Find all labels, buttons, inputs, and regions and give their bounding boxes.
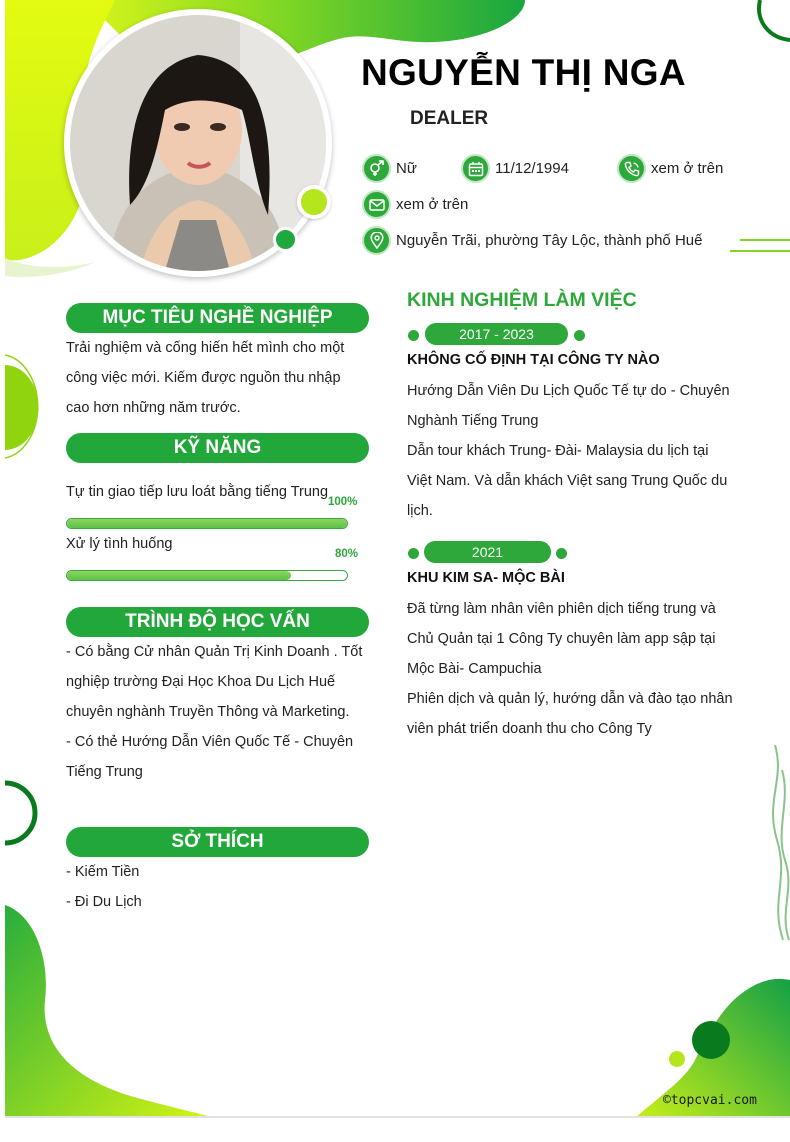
skill-percent: 100% [328, 496, 358, 508]
skill-bar [66, 518, 348, 529]
job-description [407, 594, 736, 744]
birthday-value: 11/12/1994 [495, 160, 569, 177]
timeline-dot [408, 548, 419, 559]
job-line: Dẫn tour khách Trung- Đài- Malaysia du lịch tại [407, 443, 709, 459]
hobby-item: - Đi Du Lịch [66, 894, 142, 910]
objective-line: Trải nghiệm và cống hiến hết mình cho một [66, 340, 345, 356]
left-half-circle [5, 365, 38, 450]
email-value: xem ở trên [396, 196, 469, 213]
avatar-accent-dot [297, 185, 331, 219]
job-line: viên phát triển doanh thu cho Công Ty [407, 721, 652, 737]
education-line: - Có thẻ Hướng Dẫn Viên Quốc Tế - Chuyên [66, 734, 354, 750]
job-line: Chủ Quản tại 1 Công Ty chuyên làm app sập tại [407, 631, 716, 647]
job-period: 2021 [424, 541, 551, 563]
email-info [362, 190, 468, 219]
bottom-right-dark-dot [692, 1021, 730, 1059]
education-line: chuyên nghành Truyền Thông và Marketing. [66, 704, 350, 720]
skill-bar [66, 570, 348, 581]
education-heading: TRÌNH ĐỘ HỌC VẤN [66, 607, 369, 637]
skills-heading: KỸ NĂNG [66, 433, 369, 463]
phone-value: xem ở trên [651, 160, 724, 177]
job-line: Hướng Dẫn Viên Du Lịch Quốc Tế tự do - Chuyên [407, 383, 730, 399]
experience-heading: KINH NGHIỆM LÀM VIỆC [407, 289, 637, 311]
job-line: Đã từng làm nhân viên phiên dịch tiếng trung và [407, 601, 716, 617]
education-text [66, 637, 362, 787]
location-icon [362, 226, 391, 255]
phone-icon [617, 154, 646, 183]
education-line: - Có bằng Cử nhân Quản Trị Kinh Doanh . Tốt [66, 644, 363, 660]
watermark: ©topcvai.com [663, 1093, 757, 1108]
job-line: Phiên dịch và quản lý, hướng dẫn và đào tạo nhân [407, 691, 733, 707]
job-description [407, 376, 736, 526]
top-right-ring [759, 0, 790, 40]
skill-bar-fill [67, 571, 291, 580]
cv-page [5, 0, 790, 1118]
bottom-right-lime-dot [669, 1051, 685, 1067]
objective-line: công việc mới. Kiếm được nguồn thu nhập [66, 370, 341, 386]
bottom-left-blob [5, 905, 215, 1118]
hobbies-list [66, 857, 142, 917]
job-line: Nghành Tiếng Trung [407, 413, 539, 429]
job-line: lịch. [407, 503, 433, 519]
education-line: nghiệp trường Đại Học Khoa Du Lịch Huế [66, 674, 336, 690]
skill-bar-fill [67, 519, 347, 528]
timeline-dot [556, 548, 567, 559]
mail-icon [362, 190, 391, 219]
address-info [362, 226, 702, 255]
avatar-accent-dot-small [273, 227, 298, 252]
address-value: Nguyễn Trãi, phường Tây Lộc, thành phố Huế [396, 232, 703, 249]
left-dark-ring [5, 783, 35, 843]
phone-info [617, 154, 723, 183]
job-line: Mộc Bài- Campuchia [407, 661, 542, 677]
skill-name: Xử lý tình huống [66, 536, 173, 552]
gender-icon [362, 154, 391, 183]
hobby-item: - Kiếm Tiền [66, 864, 140, 880]
objective-line: cao hơn những năm trước. [66, 400, 241, 416]
objective-text [66, 333, 344, 423]
hobbies-heading: SỞ THÍCH [66, 827, 369, 857]
education-line: Tiếng Trung [66, 764, 143, 780]
candidate-role: DEALER [410, 108, 489, 129]
job-company: KHÔNG CỐ ĐỊNH TẠI CÔNG TY NÀO [407, 352, 660, 368]
gender-value: Nữ [396, 160, 417, 177]
skill-percent: 80% [335, 548, 359, 560]
gender-info [362, 154, 417, 183]
job-period: 2017 - 2023 [425, 323, 568, 345]
objective-heading: MỤC TIÊU NGHỀ NGHIỆP [66, 303, 369, 333]
birthday-info [461, 154, 569, 183]
job-company: KHU KIM SA- MỘC BÀI [407, 570, 565, 586]
candidate-name: NGUYỄN THỊ NGA [361, 52, 686, 93]
calendar-icon [461, 154, 490, 183]
job-line: Việt Nam. Và dẫn khách Việt sang Trung Quốc du [407, 473, 728, 489]
timeline-dot [574, 330, 585, 341]
top-left-shadow [5, 258, 95, 277]
timeline-dot [408, 330, 419, 341]
skill-name: Tự tin giao tiếp lưu loát bằng tiếng Trung [66, 484, 329, 500]
